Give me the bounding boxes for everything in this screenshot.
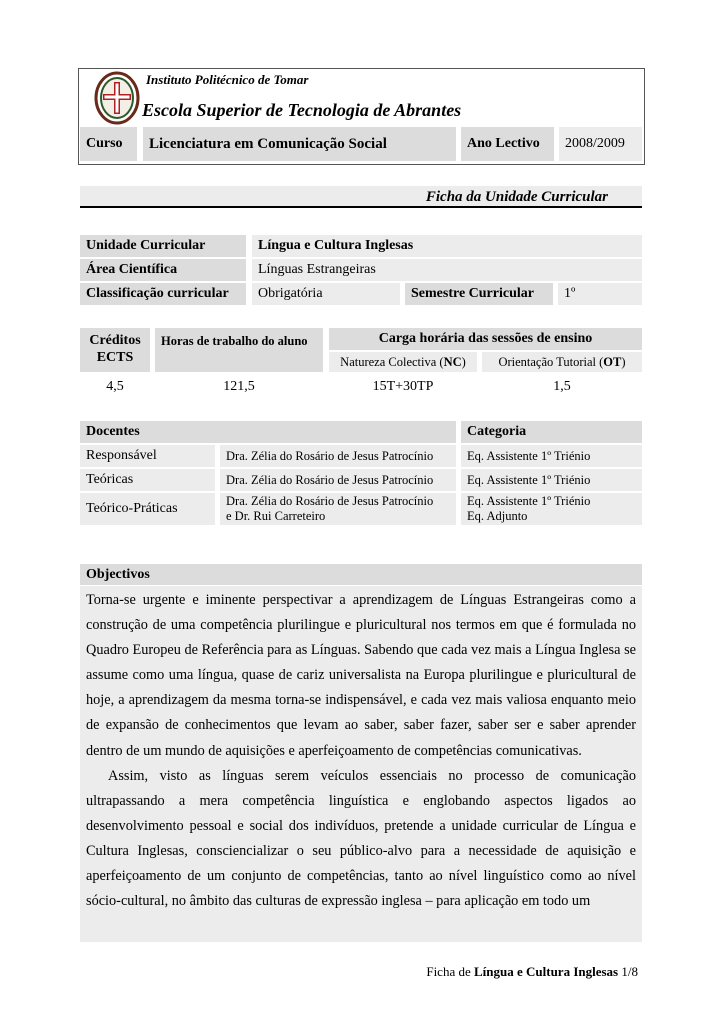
objectivos-text [80,586,642,942]
area-value: Línguas Estrangeiras [252,259,642,281]
class-value: Obrigatória [252,283,400,305]
nc-value: 15T+30TP [372,379,434,394]
ano-lectivo-label: Ano Lectivo [461,127,554,161]
docente-name [220,493,456,525]
carga-label: Carga horária das sessões de ensino [329,328,642,350]
curso-value: Licenciatura em Comunicação Social [143,127,456,161]
docente-name: Dra. Zélia do Rosário de Jesus Patrocínio [220,469,456,491]
institute-name: Instituto Politécnico de Tomar [146,72,309,87]
nc-abbr: NC [443,354,462,369]
ects-label-line2: ECTS [96,350,134,365]
docente-role: Responsável [80,445,215,467]
nc-label [329,352,477,372]
categoria-header: Categoria [461,421,642,443]
uc-label: Unidade Curricular [80,235,246,257]
footer-course: Língua e Cultura Inglesas [474,964,619,979]
footer-prefix: Ficha de [426,964,474,979]
ano-lectivo-value: 2008/2009 [559,127,642,161]
class-label: Classificação curricular [80,283,246,305]
ot-label-post: ) [621,354,626,369]
ot-value: 1,5 [553,379,571,394]
docentes-header: Docentes [80,421,456,443]
ficha-title: Ficha da Unidade Curricular [80,186,642,208]
uc-value: Língua e Cultura Inglesas [252,235,642,257]
horas-value: 121,5 [223,379,255,394]
objectivos-paragraph-1: Torna-se urgente e iminente perspectivar a aprendizagem de Línguas Estrangeiras como a construção de uma competência plurilingue e pluricultural nos termos em que é formulada no Quadro Europeu de Referência para as Línguas. Sabendo que cada vez mais a Língua Inglesa se assume como uma língua, quase de cariz universalista na Europa plurilingue e pluricultural de hoje, a aprendizagem da mesma torna-se indispensável, e cada vez mais valiosa enquanto meio de expansão de conhecimentos que levam ao saber, saber fazer, saber ser e saber aprender dentro de um mundo de aquisições e aperfeiçoamento de competências comunicativas. [86,592,636,759]
docente-category-line1: Eq. Assistente 1º Triénio [467,494,591,508]
docente-category [461,493,642,525]
docente-role: Teórico-Práticas [80,493,215,525]
ects-value: 4,5 [106,379,124,394]
page-number: 1/8 [621,964,638,979]
docente-category: Eq. Assistente 1º Triénio [461,469,642,491]
curso-label: Curso [80,127,137,161]
school-name: Escola Superior de Tecnologia de Abrantes [142,100,462,120]
page-footer [426,964,638,980]
docente-role: Teóricas [80,469,215,491]
area-label: Área Científica [80,259,246,281]
objectivos-heading: Objectivos [80,564,642,585]
nc-label-pre: Natureza Colectiva ( [340,354,444,369]
semester-value: 1º [558,283,642,305]
docente-name: Dra. Zélia do Rosário de Jesus Patrocínio [220,445,456,467]
horas-label: Horas de trabalho do aluno [155,328,323,372]
ot-abbr: OT [603,354,622,369]
ects-label [80,328,150,372]
docente-category-line2: Eq. Adjunto [467,509,528,523]
docente-name-line1: Dra. Zélia do Rosário de Jesus Patrocínio [226,494,434,508]
institute-logo [93,70,141,126]
ot-label-pre: Orientação Tutorial ( [498,354,604,369]
ot-label [482,352,642,372]
docente-name-line2: e Dr. Rui Carreteiro [226,509,326,523]
semester-label: Semestre Curricular [405,283,553,305]
docente-category: Eq. Assistente 1º Triénio [461,445,642,467]
nc-label-post: ) [461,354,466,369]
objectivos-paragraph-2: Assim, visto as línguas serem veículos essenciais no processo de comunicação ultrapassando a mera competência linguística e englobando aspectos ligados ao desenvolvimento pessoal e social dos indivíduos, pretende a unidade curricular de Língua e Cultura Inglesas, consciencializar o seu público-alvo para a necessidade de aquisição e aperfeiçoamento de um conjunto de competências, tanto ao nível linguístico como ao nível sócio-cultural, no âmbito das culturas de expressão inglesa – para aplicação em todo um [86,767,636,910]
ects-label-line1: Créditos [89,333,141,348]
